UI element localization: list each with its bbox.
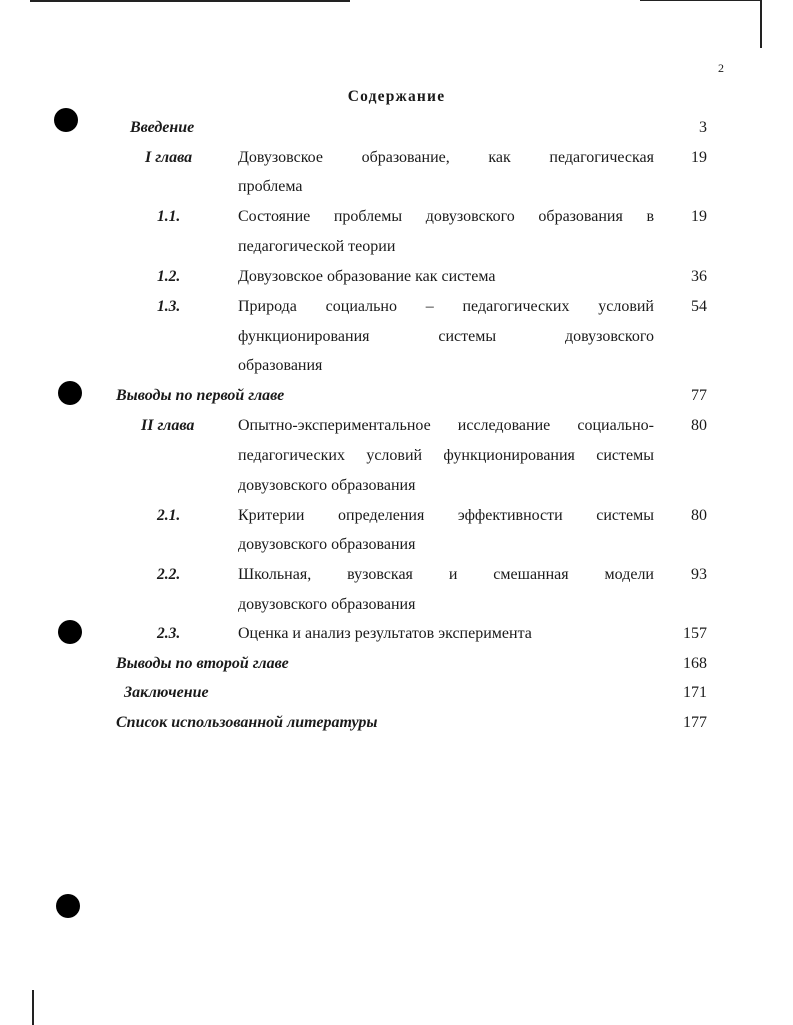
toc-s23-number: 2.3. (157, 625, 181, 642)
toc-s21-line-1: Критерии определения эффективности системы (238, 507, 654, 524)
toc-s12-number: 1.2. (157, 268, 181, 285)
toc-conclusion-page: 171 (683, 684, 707, 701)
toc-ch1-line-2: проблема (238, 178, 303, 195)
punch-hole-4 (56, 894, 80, 918)
toc-s13-line-1: Природа социально – педагогических условий (238, 298, 654, 315)
toc-s21-line-2: довузовского образования (238, 536, 416, 553)
toc-s22-line-2: довузовского образования (238, 596, 416, 613)
toc-ch1-label: I глава (145, 149, 193, 166)
toc-s22-page: 93 (691, 566, 707, 583)
toc-ch2-line-1: Опытно-экспериментальное исследование социально- (238, 417, 654, 434)
scan-edge-left (32, 990, 34, 1025)
toc-s13-line-3: образования (238, 357, 323, 374)
toc-intro-label: Введение (130, 119, 195, 136)
toc-s11-line-2: педагогической теории (238, 238, 396, 255)
page-number: 2 (718, 61, 724, 75)
toc-conclusions-2-label: Выводы по второй главе (116, 655, 289, 672)
toc-conclusions-2-page: 168 (683, 655, 707, 672)
toc-conclusions-1-page: 77 (691, 387, 707, 404)
scan-edge-right (760, 0, 762, 48)
toc-conclusion-label: Заключение (124, 684, 209, 701)
toc-references-page: 177 (683, 714, 707, 731)
toc-s13-page: 54 (691, 298, 707, 315)
toc-s23-line-1: Оценка и анализ результатов эксперимента (238, 625, 532, 642)
page-title: Содержание (347, 88, 446, 105)
toc-s11-page: 19 (691, 208, 707, 225)
punch-hole-3 (58, 620, 82, 644)
toc-s13-line-2: функционирования системы довузовского (238, 328, 654, 345)
toc-s22-line-1: Школьная, вузовская и смешанная модели (238, 566, 654, 583)
toc-s21-page: 80 (691, 507, 707, 524)
toc-ch2-line-3: довузовского образования (238, 477, 416, 494)
toc-ch2-page: 80 (691, 417, 707, 434)
scan-edge-top-right (640, 0, 760, 1)
toc-ch1-page: 19 (691, 149, 707, 166)
toc-s13-number: 1.3. (157, 298, 181, 315)
punch-hole-2 (58, 381, 82, 405)
toc-s21-number: 2.1. (157, 507, 181, 524)
toc-s12-page: 36 (691, 268, 707, 285)
toc-conclusions-1-label: Выводы по первой главе (116, 387, 285, 404)
toc-s11-line-1: Состояние проблемы довузовского образования в (238, 208, 654, 225)
toc-s23-page: 157 (683, 625, 707, 642)
toc-s11-number: 1.1. (157, 208, 181, 225)
toc-s22-number: 2.2. (157, 566, 181, 583)
toc-intro-page: 3 (699, 119, 707, 136)
toc-ch2-label: II глава (141, 417, 195, 434)
toc-ch1-line-1: Довузовское образование, как педагогическая (238, 149, 654, 166)
toc-references-label: Список использованной литературы (116, 714, 378, 731)
punch-hole-1 (54, 108, 78, 132)
toc-ch2-line-2: педагогических условий функционирования системы (238, 447, 654, 464)
scan-edge-top (30, 0, 350, 2)
toc-s12-line-1: Довузовское образование как система (238, 268, 496, 285)
